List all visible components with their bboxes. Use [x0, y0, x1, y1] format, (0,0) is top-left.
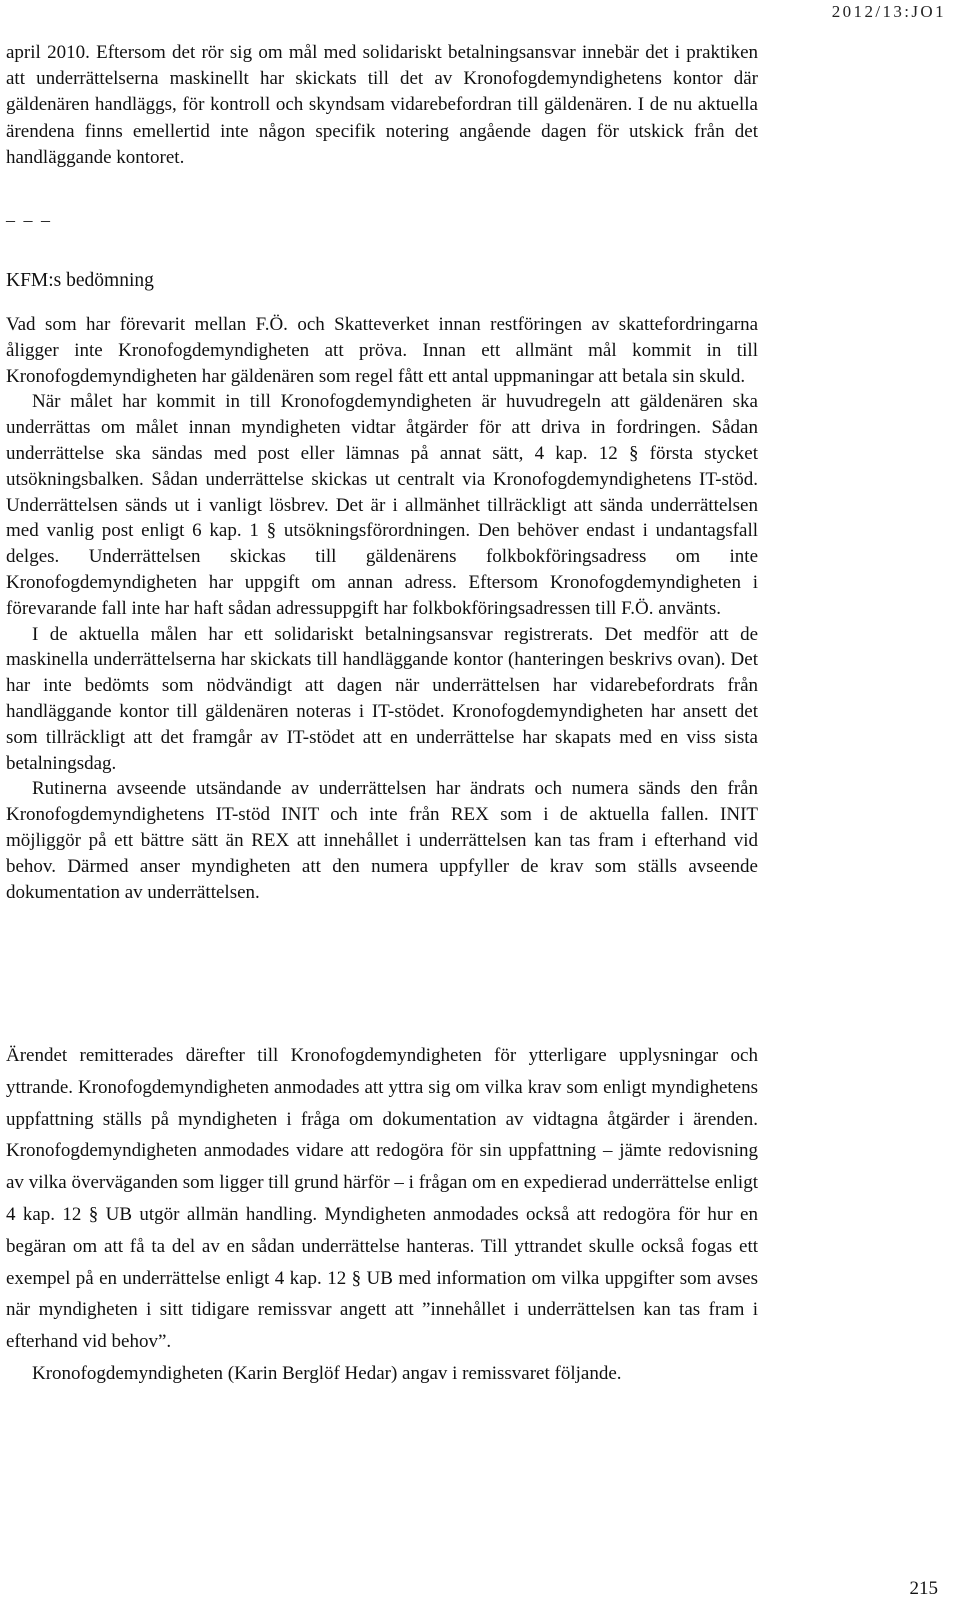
document-id: 2012/13:JO1: [831, 2, 946, 21]
kfm-paragraph: När målet har kommit in till Kronofogdemyndigheten är huvudregeln att gäldenären ska underrättas om målet innan myndigheten vidtar åtgärder för att driva in fordringen. Sådan underrättelse ska sändas med post eller lämnas på annat sätt, 4 kap. 12 § första stycket utsökningsbalken. Sådan underrättelse skickas ut centralt via Kronofogdemyndighetens IT-stöd. Underrättelsen sänds ut i vanligt lösbrev. Det är i allmänhet tillräckligt att sända underrättelsen med vanlig post enligt 6 kap. 1 § utsökningsförordningen. Den behöver endast i undantagsfall delges. Underrättelsen skickas till gäldenärens folkbokföringsadress om inte Kronofogdemyndigheten har uppgift om annan adress. Eftersom Kronofogdemyndigheten i förevarande fall inte har haft sådan adressuppgift har folkbokföringsadressen till F.Ö. använts.: [6, 391, 758, 619]
kfm-assessment: [6, 312, 758, 905]
kfm-paragraph: Vad som har förevarit mellan F.Ö. och Skatteverket innan restföringen av skattefordringarna åligger inte Kronofogdemyndigheten att pröva. Innan ett allmänt mål kommit in till Kronofogdemyndigheten har gäldenären som regel fått ett antal uppmaningar att betala sin skuld.: [6, 314, 758, 387]
intro-paragraph: april 2010. Eftersom det rör sig om mål med solidariskt betalningsansvar innebär det i praktiken att underrättelserna maskinellt har skickats till det av Kronofogdemyndighetens kontor där gäldenären handläggs, för kontroll och skyndsam vidarebefordran till gäldenären. I de nu aktuella ärendena finns emellertid inte någon specifik notering angående dagen för utskick från det handläggande kontoret.: [6, 42, 758, 168]
page-number: 215: [909, 1578, 938, 1599]
kfm-heading: KFM:s bedömning: [6, 270, 154, 291]
section-separator: – – –: [6, 210, 52, 230]
kfm-paragraph: I de aktuella målen har ett solidariskt betalningsansvar registrerats. Det medför att de maskinella underrättelserna har skickats till handläggande kontor (hanteringen beskrivs ovan). Det har inte bedömts som nödvändigt att dagen när underrättelsen har vidarebefordrats från handläggande kontor till gäldenären noteras i IT-stödet. Kronofogdemyndigheten har ansett det som tillräckligt att det framgår av IT-stödet att en underrättelse har skapats med en viss sista betalningsdag.: [6, 623, 758, 774]
remittance-section: [6, 1040, 758, 1390]
kfm-paragraph: Rutinerna avseende utsändande av underrättelsen har ändrats och numera sänds den från Kronofogdemyndighetens IT-stöd INIT och inte från REX som i de aktuella fallen. INIT möjliggör på ett bättre sätt än REX att innehållet i underrättelsen kan tas fram i efterhand vid behov. Därmed anser myndigheten att den numera uppfyller de krav som ställs avseende dokumentation av underrättelsen.: [6, 778, 758, 903]
remittance-paragraph: Ärendet remitterades därefter till Kronofogdemyndigheten för ytterligare upplysningar och yttrande. Kronofogdemyndigheten anmodades att yttra sig om vilka krav som enligt myndighetens uppfattning ställs på myndigheten i fråga om dokumentation av vidtagna åtgärder i ärenden. Kronofogdemyndigheten anmodades vidare att redogöra för sin uppfattning – jämte redovisning av vilka överväganden som ligger till grund härför – i frågan om en expedierad underrättelse enligt 4 kap. 12 § UB utgör allmän handling. Myndigheten anmodades också att redogöra för hur en begäran om att få ta del av en sådan underrättelse hanteras. Till yttrandet skulle också fogas ett exempel på en underrättelse enligt 4 kap. 12 § UB med information om vilka uppgifter som avses när myndigheten i sitt tidigare remissvar angett att ”innehållet i underrättelsen kan tas fram i efterhand vid behov”.: [6, 1045, 758, 1353]
remittance-paragraph: Kronofogdemyndigheten (Karin Berglöf Hedar) angav i remissvaret följande.: [32, 1362, 622, 1384]
